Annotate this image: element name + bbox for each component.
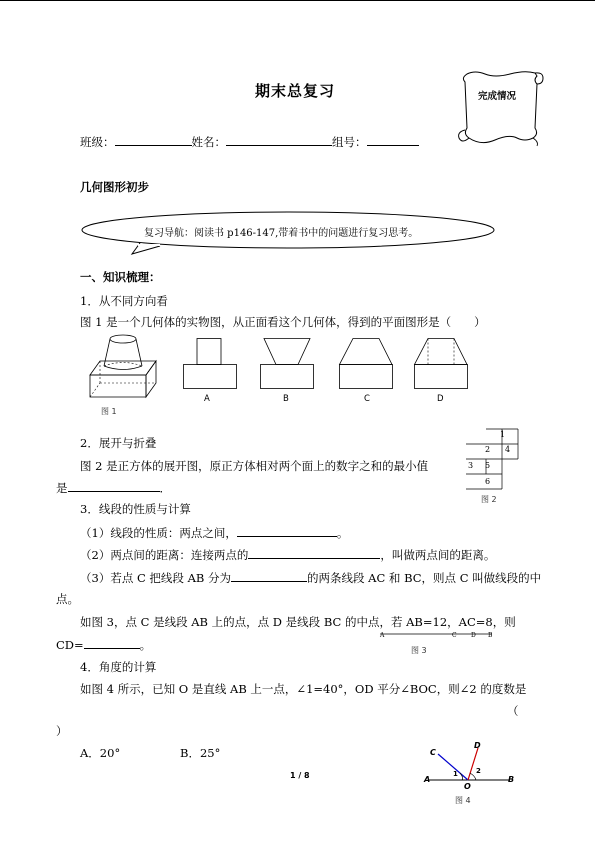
net-face-6: 6 — [485, 477, 491, 486]
q4-option-a[interactable]: A．20° — [80, 746, 121, 760]
q4-option-b[interactable]: B．25° — [180, 746, 221, 760]
q4-heading: 4．角度的计算 — [80, 660, 157, 674]
group-label: 组号： — [332, 135, 367, 149]
q3-s2-prefix: （2）两点间的距离：连接两点的 — [80, 548, 249, 562]
option-a-figure — [183, 338, 238, 390]
net-face-2: 2 — [485, 445, 491, 454]
q3-s2-field[interactable] — [248, 547, 380, 559]
point-d: D — [471, 632, 476, 639]
option-a-label[interactable]: A — [204, 394, 210, 404]
label-angle-2: 2 — [476, 767, 481, 775]
figure-1-solid — [88, 333, 158, 401]
class-field[interactable] — [115, 134, 192, 146]
q4-paren-close: ） — [56, 724, 68, 738]
section-title: 几何图形初步 — [80, 180, 149, 194]
page-number: 1 / 8 — [290, 771, 310, 780]
label-o: O — [464, 782, 471, 791]
part1-heading: 一、知识梳理： — [80, 270, 161, 284]
net-face-5: 5 — [485, 461, 491, 470]
q3-example: 如图 3，点 C 是线段 AB 上的点，点 D 是线段 BC 的中点，若 AB=12，AC=8，则 — [80, 615, 516, 629]
name-label: 姓名： — [191, 135, 226, 149]
figure-3-segment — [378, 628, 498, 642]
q4-paren-open: （ — [507, 704, 519, 718]
status-label: 完成情况 — [478, 91, 517, 102]
q3-s1-field[interactable] — [237, 525, 337, 537]
top-border — [0, 0, 595, 1]
net-face-1: 1 — [500, 430, 506, 439]
figure-2-caption: 图 2 — [481, 495, 497, 504]
q1-text: 图 1 是一个几何体的实物图，从正面看这个几何体，得到的平面图形是（ ） — [80, 315, 486, 329]
net-face-4: 4 — [505, 445, 511, 454]
q3-cd-suffix: 。 — [139, 638, 152, 652]
q3-cd-field[interactable] — [84, 637, 140, 649]
q2-answer-field[interactable] — [68, 480, 160, 492]
point-c: C — [452, 632, 457, 639]
option-c-label[interactable]: C — [364, 394, 370, 404]
figure-4-angles — [424, 742, 519, 794]
point-a: A — [380, 632, 385, 639]
q3-s1-prefix: （1）线段的性质：两点之间， — [80, 526, 237, 540]
class-label: 班级： — [80, 135, 115, 149]
q3-heading: 3．线段的性质与计算 — [80, 502, 191, 516]
label-angle-1: 1 — [453, 770, 458, 778]
q3-s3 — [80, 570, 541, 585]
q3-s1 — [80, 525, 348, 540]
nav-text: 复习导航：阅读书 p146-147,带着书中的问题进行复习思考。 — [144, 228, 419, 239]
q3-s3-line2: 点。 — [56, 592, 79, 606]
figure-3-caption: 图 3 — [411, 646, 427, 655]
option-c-figure — [339, 338, 394, 390]
option-b-label[interactable]: B — [283, 394, 289, 404]
q3-cd-prefix: CD= — [56, 638, 84, 652]
q3-s3-prefix: （3）若点 C 把线段 AB 分为 — [80, 571, 231, 585]
net-face-3: 3 — [468, 461, 474, 470]
label-c: C — [430, 748, 436, 757]
label-b: B — [508, 775, 515, 784]
label-a: A — [424, 775, 431, 784]
q2-line2 — [56, 480, 171, 495]
figure-4-caption: 图 4 — [455, 796, 471, 805]
q3-s3-field[interactable] — [231, 570, 307, 582]
name-field[interactable] — [226, 134, 332, 146]
q3-s2 — [80, 547, 495, 562]
q3-example-answer — [56, 637, 151, 652]
option-d-figure — [414, 338, 469, 390]
q3-s1-suffix: 。 — [336, 526, 349, 540]
q3-s2-suffix: ，叫做两点间的距离。 — [380, 548, 496, 562]
q2-suffix: ． — [159, 481, 171, 495]
q3-s3-suffix: 的两条线段 AC 和 BC，则点 C 叫做线段的中 — [307, 571, 542, 585]
q2-line1: 图 2 是正方体的展开图，原正方体相对两个面上的数字之和的最小值 — [80, 459, 429, 473]
q2-heading: 2．展开与折叠 — [80, 436, 157, 450]
info-line — [80, 134, 419, 149]
figure-1-caption: 图 1 — [101, 407, 117, 416]
option-d-label[interactable]: D — [437, 394, 444, 404]
option-b-figure — [260, 338, 315, 390]
q1-heading: 1．从不同方向看 — [80, 294, 168, 308]
page-title: 期末总复习 — [255, 82, 336, 100]
point-b: B — [488, 632, 493, 639]
group-field[interactable] — [367, 134, 419, 146]
label-d: D — [474, 741, 481, 750]
q2-prefix: 是 — [56, 481, 68, 495]
status-scroll — [455, 68, 550, 150]
q4-text: 如图 4 所示，已知 O 是直线 AB 上一点，∠1=40°，OD 平分∠BOC，则∠2 的度数是 — [80, 682, 527, 696]
